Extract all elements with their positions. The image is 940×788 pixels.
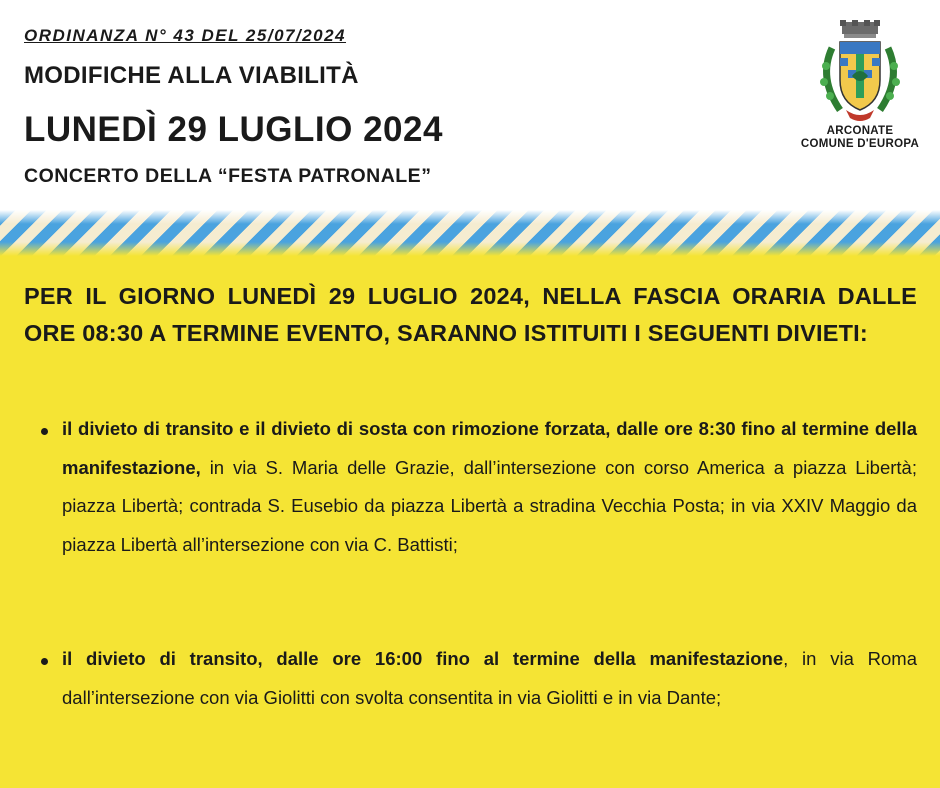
header — [0, 0, 940, 212]
list-item-bold: il divieto di transito e il divieto di sosta con rimozione forzata, dalle ore 8:30 fino al termine della manifestazione, — [62, 418, 917, 478]
bullet-dot-icon — [41, 658, 48, 665]
bullet-dot-icon — [41, 428, 48, 435]
municipality-name: ARCONATE — [826, 125, 894, 137]
ordinance-number: ORDINANZA N° 43 DEL 25/07/2024 — [24, 26, 347, 45]
list-item-text: in via S. Maria delle Grazie, dall’intersezione con corso America a piazza Libertà; piazza Libertà; contrada S. Eusebio da piazza Libertà a stradina Vecchia Posta; in via XXIV Maggio da piazza Libertà all’intersezione con via C. Battisti; — [62, 456, 917, 555]
list-item-text: , in via Roma dall’intersezione con via Giolitti con svolta consentita in via Giolitti e in via Dante; — [62, 648, 917, 708]
list-item — [62, 410, 917, 564]
stripe-fade-bottom — [0, 242, 940, 256]
list-item — [62, 640, 917, 717]
title-event: CONCERTO DELLA “FESTA PATRONALE” — [24, 165, 432, 187]
coat-of-arms-icon — [810, 18, 910, 126]
stripe-fade-top — [0, 210, 940, 224]
municipality-subtitle: COMUNE D'EUROPA — [800, 138, 920, 150]
notice-intro: PER IL GIORNO LUNEDÌ 29 LUGLIO 2024, NELLA FASCIA ORARIA DALLE ORE 08:30 A TERMINE EVENTO, SARANNO ISTITUITI I SEGUENTI DIVIETI: — [24, 283, 917, 346]
municipality-label — [770, 125, 940, 151]
title-date: LUNEDÌ 29 LUGLIO 2024 — [24, 110, 443, 149]
title-line-1: MODIFICHE ALLA VIABILITÀ — [24, 62, 359, 89]
list-item-bold: il divieto di transito, dalle ore 16:00 fino al termine della manifestazione — [62, 648, 784, 669]
